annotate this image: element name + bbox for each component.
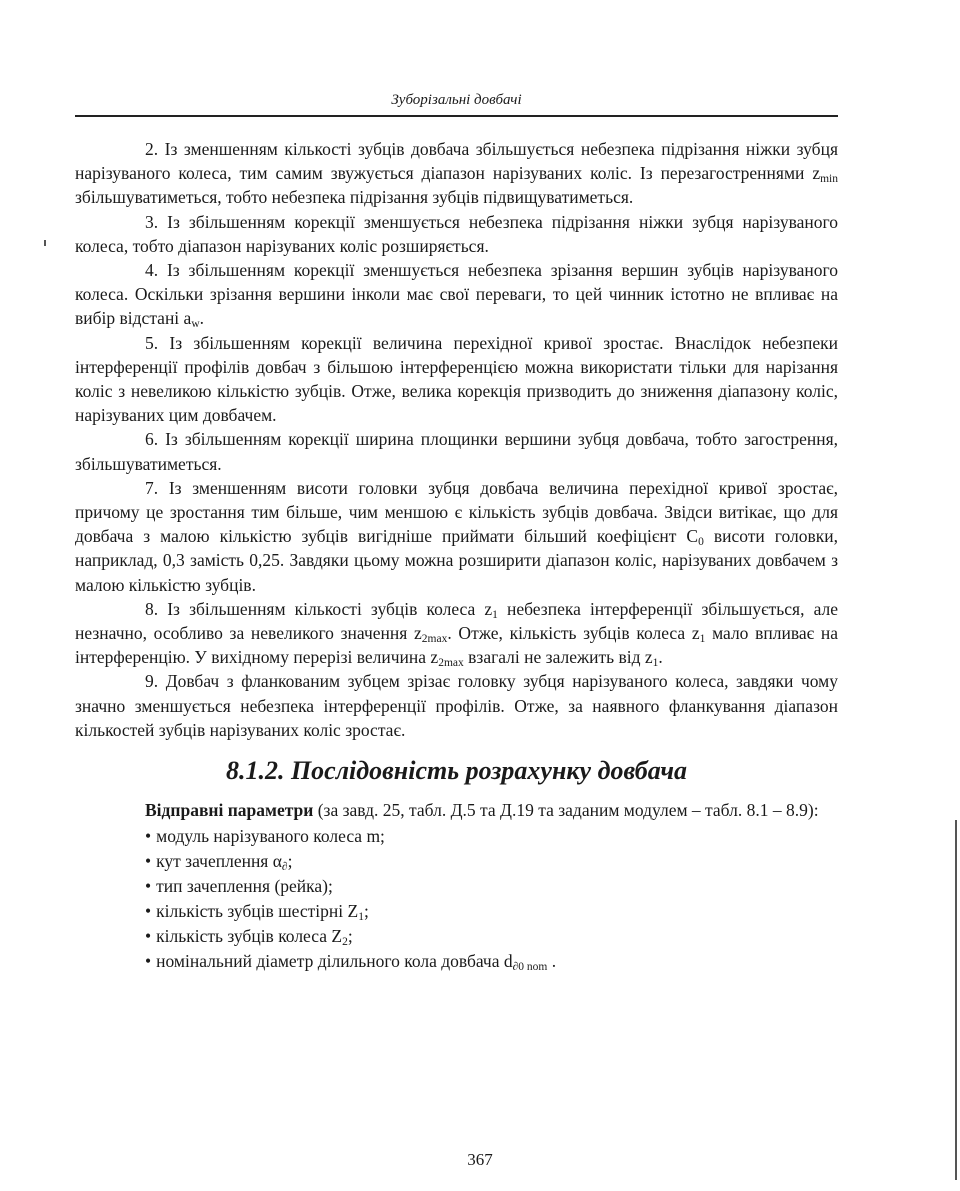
text-run: 7. Із зменшенням висоти головки зубця довбача величина перехідної кривої зростає, причому це зростання тим більше, чим меншою є кількість зубців довбача. Звідси витікає, що для довбача з малою кількістю зубців вигідніше приймати більший коефіцієнт C — [75, 477, 838, 547]
text-run: 5. Із збільшенням корекції величина перехідної кривої зростає. Внаслідок небезпеки інтерференції профілів довбач з більшою інтерференцією можна використати тільки для нарізання коліс з невеликою кількістю зубців. Отже, велика корекція призводить до зниження діапазону коліс, нарізуваних цим довбачем. — [75, 332, 838, 426]
text-run: кут зачеплення α — [156, 851, 282, 872]
text-run: ; — [347, 926, 353, 947]
text-run: тип зачеплення (рейка); — [156, 876, 333, 897]
running-header: Зуборізальні довбачі — [391, 92, 522, 108]
text-run: кількість зубців шестірні Z — [156, 901, 359, 922]
subscript: min — [820, 173, 838, 186]
text-run: . — [199, 308, 205, 329]
text-run: 4. Із збільшенням корекції зменшується небезпека зрізання вершин зубців нарізуваного колеса. Оскільки зрізання вершини інколи має свої переваги, то цей чинник істотно не впливає на вибір відстані a — [75, 260, 838, 329]
subscript: 1 — [492, 608, 498, 621]
text-run: . Отже, кількість зубців колеса z — [447, 623, 700, 644]
paragraphs — [75, 137, 838, 742]
subscript: 1 — [699, 633, 706, 646]
page-body — [75, 137, 838, 974]
text-run: 8. Із збільшенням кількості зубців колеса z — [145, 598, 493, 619]
numbered-paragraph — [75, 137, 838, 210]
subscript: ∂0 nom — [512, 961, 548, 974]
text-run: номінальний діаметр ділильного кола довбача d — [156, 951, 513, 972]
numbered-paragraph — [75, 331, 838, 428]
text-run: ; — [363, 901, 369, 922]
text-run: 9. Довбач з фланкованим зубцем зрізає головку зубця нарізуваного колеса, завдяки чому значно зменшується небезпека інтерференції профілів. Отже, за наявного фланкування діапазон кількостей зубців нарізуваних коліс зростає. — [75, 671, 838, 740]
list-item — [145, 924, 838, 949]
subscript: 2max — [421, 633, 448, 646]
subscript: ∂ — [281, 861, 288, 874]
text-run: висоти головки, наприклад, 0,3 замість 0,25. Завдяки цьому можна розширити діапазон коліс, нарізуваних довбачем з малою кількістю зубців. — [75, 526, 839, 595]
page-number: 367 — [467, 1150, 493, 1169]
subscript: 0 — [698, 536, 704, 549]
text-run: модуль нарізуваного колеса m; — [156, 826, 385, 847]
subscript: 2 — [342, 936, 348, 949]
text-run: . — [547, 951, 557, 972]
section-heading: 8.1.2. Послідовність розрахунку довбача — [225, 756, 688, 786]
numbered-paragraph — [75, 597, 838, 670]
text-run: небезпека інтерференції збільшується, але незначно, особливо за невеликого значення z — [75, 598, 838, 644]
list-item — [145, 949, 838, 974]
numbered-paragraph — [75, 427, 838, 475]
scan-artifact — [44, 240, 46, 246]
numbered-paragraph — [75, 476, 838, 597]
text-run: мало впливає на інтерференцію. У вихідному перерізі величина z — [75, 623, 838, 668]
list-item — [145, 874, 838, 899]
text-run: . — [658, 647, 663, 668]
numbered-paragraph — [75, 210, 838, 258]
text-run: 2. Із зменшенням кількості зубців довбача збільшується небезпека підрізання ніжки зубця нарізуваного колеса, тим самим звужується діапазон нарізуваних коліс. Із перезагостреннями z — [75, 139, 838, 184]
scan-artifact — [955, 820, 957, 1180]
list-item — [145, 849, 838, 874]
subscript: w — [191, 318, 200, 331]
subscript: 2max — [438, 657, 464, 670]
text-run: кількість зубців колеса Z — [156, 926, 343, 947]
text-run: 3. Із збільшенням корекції зменшується небезпека підрізання ніжки зубця нарізуваного колеса, тобто діапазон нарізуваних коліс розширяється. — [75, 211, 838, 256]
text-run: взагалі не залежить від z — [463, 647, 653, 668]
text-run: збільшуватиметься, тобто небезпека підрізання зубців підвищуватиметься. — [75, 187, 634, 208]
subscript: 1 — [358, 911, 364, 924]
text-run: ; — [287, 851, 293, 872]
bold-text: Відправні параметри — [145, 800, 314, 821]
numbered-paragraph — [75, 258, 838, 331]
list-item — [145, 899, 838, 924]
params-list — [75, 824, 838, 974]
list-item — [145, 824, 838, 849]
text-run: (за завд. 25, табл. Д.5 та Д.19 та заданим модулем – табл. 8.1 – 8.9): — [313, 800, 819, 821]
text-run: 6. Із збільшенням корекції ширина площинки вершини зубця довбача, тобто загострення, збільшуватиметься. — [75, 429, 838, 474]
subscript: 1 — [652, 657, 659, 670]
header-rule — [75, 115, 838, 117]
params-intro — [75, 798, 838, 822]
numbered-paragraph — [75, 669, 838, 742]
